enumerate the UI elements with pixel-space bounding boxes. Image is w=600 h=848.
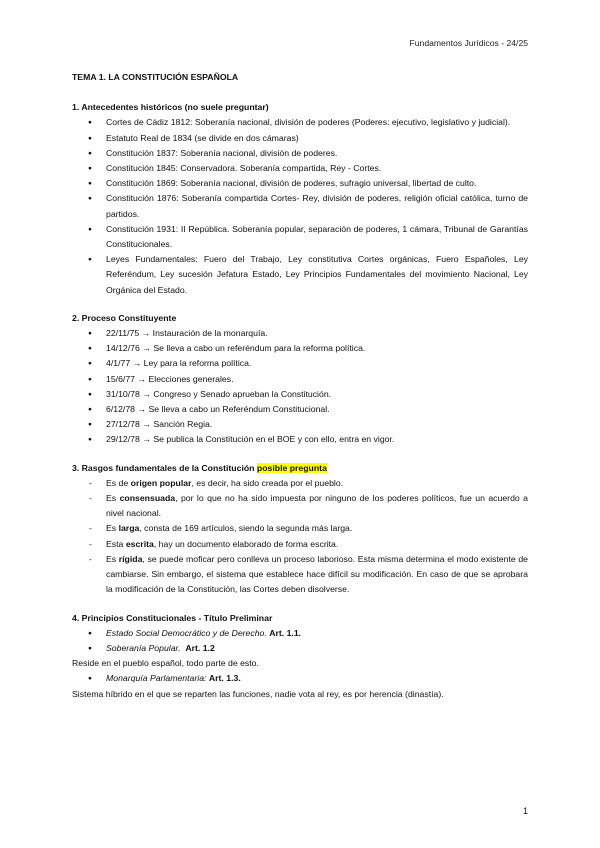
- list-item: ● Constitución 1876: Soberanía compartida Cortes- Rey, división de poderes, religión oficial católica, turno de partidos.: [72, 191, 528, 221]
- bullet-list: [72, 671, 528, 686]
- list-item: ● Constitución 1845: Conservadora. Soberanía compartida, Rey - Cortes.: [72, 161, 528, 176]
- list-item: ● 15/6/77 → Elecciones generales.: [72, 372, 528, 387]
- section-title: 4. Principios Constitucionales - Título Preliminar: [72, 612, 273, 623]
- list-item: ● Constitución 1837: Soberanía nacional, división de poderes.: [72, 146, 528, 161]
- list-item: - Es de origen popular, es decir, ha sido creada por el pueblo.: [72, 476, 528, 491]
- list-item: - Es rígida, se puede moficar pero conlleva un proceso laborioso. Esta misma determina el modo existente de cambiarse. Sin embargo, el sistema que establece hace difícil su modificación. En caso de que se aprobara la modificación de la Constitución, las Cortes deben disolverse.: [72, 552, 528, 598]
- list-item: ● 4/1/77 → Ley para la reforma política.: [72, 356, 528, 371]
- highlight-note: posible pregunta: [256, 462, 327, 473]
- dash-list: [72, 476, 528, 598]
- list-item: ● 27/12/78 → Sanción Regia.: [72, 417, 528, 432]
- section-antecedentes: [72, 100, 528, 298]
- list-item: ● 22/11/75 → Instauración de la monarquía.: [72, 326, 528, 341]
- list-item: - Esta escrita, hay un documento elaborado de forma escrita.: [72, 537, 528, 552]
- document-body: [72, 70, 528, 715]
- list-item: ● 14/12/76 → Se lleva a cabo un referéndum para la reforma política.: [72, 341, 528, 356]
- list-item: ● Constitución 1931: II República. Soberanía popular, separación de poderes, 1 cámara, Tribunal de Garantías Constitucionales.: [72, 222, 528, 252]
- document-title: TEMA 1. LA CONSTITUCIÓN ESPAÑOLA: [72, 72, 239, 82]
- bullet-list: [72, 326, 528, 448]
- paragraph: Sistema híbrido en el que se reparten las funciones, nadie vota al rey, es por herencia (dinastía).: [72, 688, 444, 699]
- page-number: 1: [522, 806, 528, 816]
- section-principios: [72, 611, 528, 702]
- bullet-list: [72, 626, 528, 656]
- section-title: 3. Rasgos fundamentales de la Constitución posible pregunta: [72, 462, 327, 473]
- list-item: ● Cortes de Cádiz 1812: Soberanía nacional, división de poderes (Poderes: ejecutivo, legislativo y judicial).: [72, 115, 528, 130]
- section-proceso-constituyente: [72, 311, 528, 448]
- list-item: ● 31/10/78 → Congreso y Senado aprueban la Constitución.: [72, 387, 528, 402]
- page-header: Fundamentos Jurídicos - 24/25: [409, 38, 528, 48]
- list-item: ● Soberanía Popular. Art. 1.2: [72, 641, 528, 656]
- list-item: ● Estado Social Democrático y de Derecho. Art. 1.1.: [72, 626, 528, 641]
- bullet-list: [72, 115, 528, 297]
- list-item: ● 29/12/78 → Se publica la Constitución en el BOE y con ello, entra en vigor.: [72, 432, 528, 447]
- list-item: ● Estatuto Real de 1834 (se divide en dos cámaras): [72, 131, 528, 146]
- section-rasgos: [72, 461, 528, 598]
- list-item: ● Monarquía Parlamentaria: Art. 1.3.: [72, 671, 528, 686]
- paragraph: Reside en el pueblo español, todo parte de esto.: [72, 658, 259, 669]
- list-item: ● Constitución 1869: Soberanía nacional, división de poderes, sufragio universal, libertad de culto.: [72, 176, 528, 191]
- list-item: - Es consensuada, por lo que no ha sido impuesta por ninguno de los poderes políticos, fue un acuerdo a nivel nacional.: [72, 491, 528, 521]
- section-title: 1. Antecedentes históricos (no suele preguntar): [72, 102, 269, 113]
- list-item: - Es larga, consta de 169 artículos, siendo la segunda más larga.: [72, 521, 528, 536]
- list-item: ● 6/12/78 → Se lleva a cabo un Referéndum Constitucional.: [72, 402, 528, 417]
- list-item: ● Leyes Fundamentales: Fuero del Trabajo, Ley constitutiva Cortes orgánicas, Fuero Españoles, Ley Referéndum, Ley sucesión Jefatura Estado, Ley Principios Fundamentales del movimiento Nacional, Ley Orgánica del Estado.: [72, 252, 528, 298]
- section-title: 2. Proceso Constituyente: [72, 312, 177, 323]
